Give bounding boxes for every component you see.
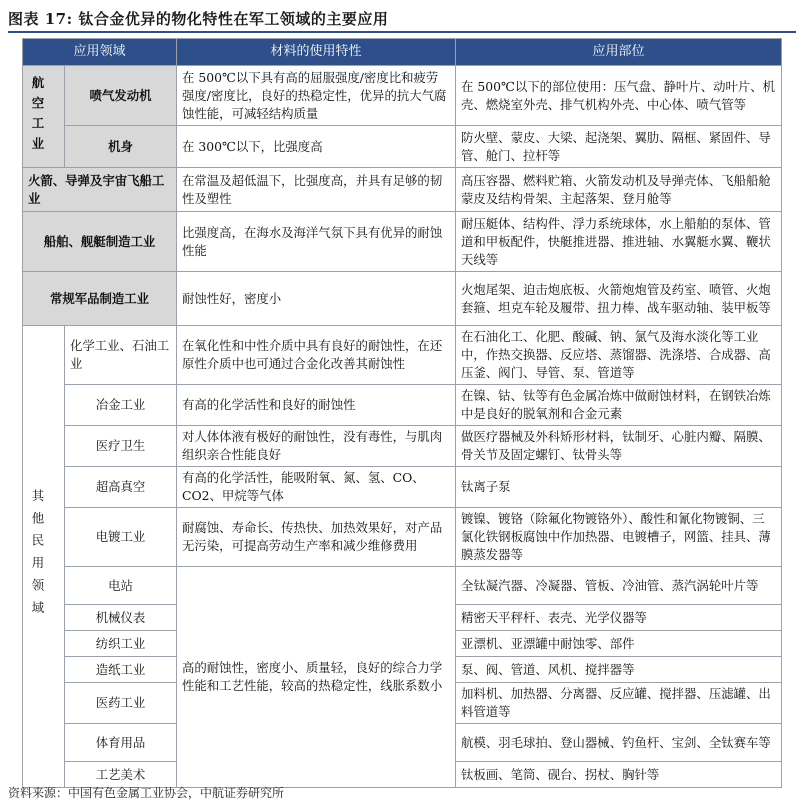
civil-row-name: 医药工业 [65, 683, 177, 724]
source-note: 资料来源：中国有色金属工业协会，中航证券研究所 [8, 786, 285, 800]
civil-row-name: 体育用品 [65, 724, 177, 762]
engine-name: 喷气发动机 [65, 66, 177, 126]
civil-row-property: 在氧化性和中性介质中具有良好的耐蚀性，在还原性介质中也可通过合金化改善其耐蚀性 [177, 326, 456, 385]
civil-row-property: 有高的化学活性和良好的耐蚀性 [177, 385, 456, 426]
civil-row-name: 电站 [65, 567, 177, 605]
weapons-property: 耐蚀性好，密度小 [177, 272, 456, 326]
civil-row-parts: 在镍、钴、钛等有色金属冶炼中做耐蚀材料，在钢铁冶炼中是良好的脱氧剂和合金元素 [456, 385, 782, 426]
aviation-category [23, 66, 65, 168]
civil-row-parts: 钛板画、笔筒、砚台、拐杖、胸针等 [456, 762, 782, 788]
table-row [23, 508, 782, 567]
rocket-parts: 高压容器、燃料贮箱、火箭发动机及导弹壳体、飞船船舱蒙皮及结构骨架、主起落架、登月舱等 [456, 168, 782, 212]
titanium-applications-table [22, 38, 782, 788]
civil-row-property: 有高的化学活性，能吸附氧、氮、氢、CO、CO2、甲烷等气体 [177, 467, 456, 508]
civil-row-name: 化学工业、石油工业 [65, 326, 177, 385]
civil-shared-property: 高的耐蚀性，密度小、质量轻，良好的综合力学性能和工艺性能，较高的热稳定性，线胀系数小 [177, 567, 456, 788]
engine-property: 在 500℃以下具有高的屈服强度/密度比和疲劳强度/密度比，良好的热稳定性，优异的抗大气腐蚀性能，可减轻结构质量 [177, 66, 456, 126]
airframe-property: 在 300℃以下，比强度高 [177, 126, 456, 168]
table-row [23, 326, 782, 385]
civil-row-name: 机械仪表 [65, 605, 177, 631]
rocket-name: 火箭、导弹及宇宙飞船工业 [23, 168, 177, 212]
title-rule [8, 31, 796, 33]
civil-row-parts: 镀镍、镀铬（除氟化物镀铬外）、酸性和氰化物镀铜、三氯化铁钢板腐蚀中作加热器、电镀槽子，网篮、挂具、薄膜蒸发器等 [456, 508, 782, 567]
header-row [23, 39, 782, 66]
civil-row-parts: 在石油化工、化肥、酸碱、钠、氯气及海水淡化等工业中，作热交换器、反应塔、蒸馏器、洗涤塔、合成器、高压釜、阀门、导管、泵、管道等 [456, 326, 782, 385]
civil-row-name: 造纸工业 [65, 657, 177, 683]
table-row [23, 168, 782, 212]
table-row [23, 212, 782, 272]
aviation-category-label: 航空工业 [30, 75, 45, 158]
ship-parts: 耐压艇体、结构件、浮力系统球体，水上船舶的泵体、管道和甲板配件，快艇推进器、推进轴、水翼艇水翼、鞭状天线等 [456, 212, 782, 272]
civil-row-name: 医疗卫生 [65, 426, 177, 467]
civil-row-parts: 加料机、加热器、分离器、反应罐、搅拌器、压滤罐、出料管道等 [456, 683, 782, 724]
civil-row-parts: 亚漂机、亚漂罐中耐蚀零、部件 [456, 631, 782, 657]
civil-row-parts: 泵、阀、管道、风机、搅拌器等 [456, 657, 782, 683]
rocket-property: 在常温及超低温下，比强度高，并具有足够的韧性及塑性 [177, 168, 456, 212]
civil-row-name: 工艺美术 [65, 762, 177, 788]
civil-row-parts: 做医疗器械及外科矫形材料，钛制牙、心脏内瓣、隔膜、骨关节及固定螺钉、钛骨头等 [456, 426, 782, 467]
table-row [23, 567, 782, 605]
table-row [23, 272, 782, 326]
civil-category [23, 326, 65, 788]
table-row [23, 126, 782, 168]
ship-property: 比强度高，在海水及海洋气氛下具有优异的耐蚀性能 [177, 212, 456, 272]
airframe-parts: 防火壁、蒙皮、大梁、起浇架、翼肋、隔框、紧固件、导管、舱门、拉杆等 [456, 126, 782, 168]
engine-parts: 在 500℃以下的部位使用：压气盘、静叶片、动叶片、机壳、燃烧室外壳、排气机构外壳、中心体、喷气管等 [456, 66, 782, 126]
header-parts: 应用部位 [456, 39, 782, 66]
table-row [23, 467, 782, 508]
ship-name: 船舶、舰艇制造工业 [23, 212, 177, 272]
civil-row-property: 对人体体液有极好的耐蚀性，没有毒性，与肌肉组织亲合性能良好 [177, 426, 456, 467]
civil-row-parts: 精密天平秤杆、表壳、光学仪器等 [456, 605, 782, 631]
airframe-name: 机身 [65, 126, 177, 168]
civil-row-name: 超高真空 [65, 467, 177, 508]
civil-row-name: 纺织工业 [65, 631, 177, 657]
civil-row-property: 耐腐蚀、寿命长、传热快、加热效果好，对产品无污染，可提高劳动生产率和减少维修费用 [177, 508, 456, 567]
table-row [23, 66, 782, 126]
civil-row-name: 电镀工业 [65, 508, 177, 567]
header-property: 材料的使用特性 [177, 39, 456, 66]
civil-row-parts: 全钛凝汽器、冷凝器、管板、冷油管、蒸汽涡轮叶片等 [456, 567, 782, 605]
table-row [23, 385, 782, 426]
weapons-parts: 火炮尾架、迫击炮底板、火箭炮炮管及药室、喷管、火炮套箍、坦克车轮及履带、扭力棒、战车驱动轴、装甲板等 [456, 272, 782, 326]
civil-row-parts: 钛离子泵 [456, 467, 782, 508]
weapons-name: 常规军品制造工业 [23, 272, 177, 326]
civil-row-parts: 航模、羽毛球拍、登山器械、钓鱼杆、宝剑、全钛赛车等 [456, 724, 782, 762]
table-row [23, 426, 782, 467]
header-field: 应用领域 [23, 39, 177, 66]
civil-category-label: 其他民用领域 [30, 489, 45, 624]
civil-row-name: 冶金工业 [65, 385, 177, 426]
figure-title: 图表 17: 钛合金优异的物化特性在军工领域的主要应用 [8, 10, 389, 28]
